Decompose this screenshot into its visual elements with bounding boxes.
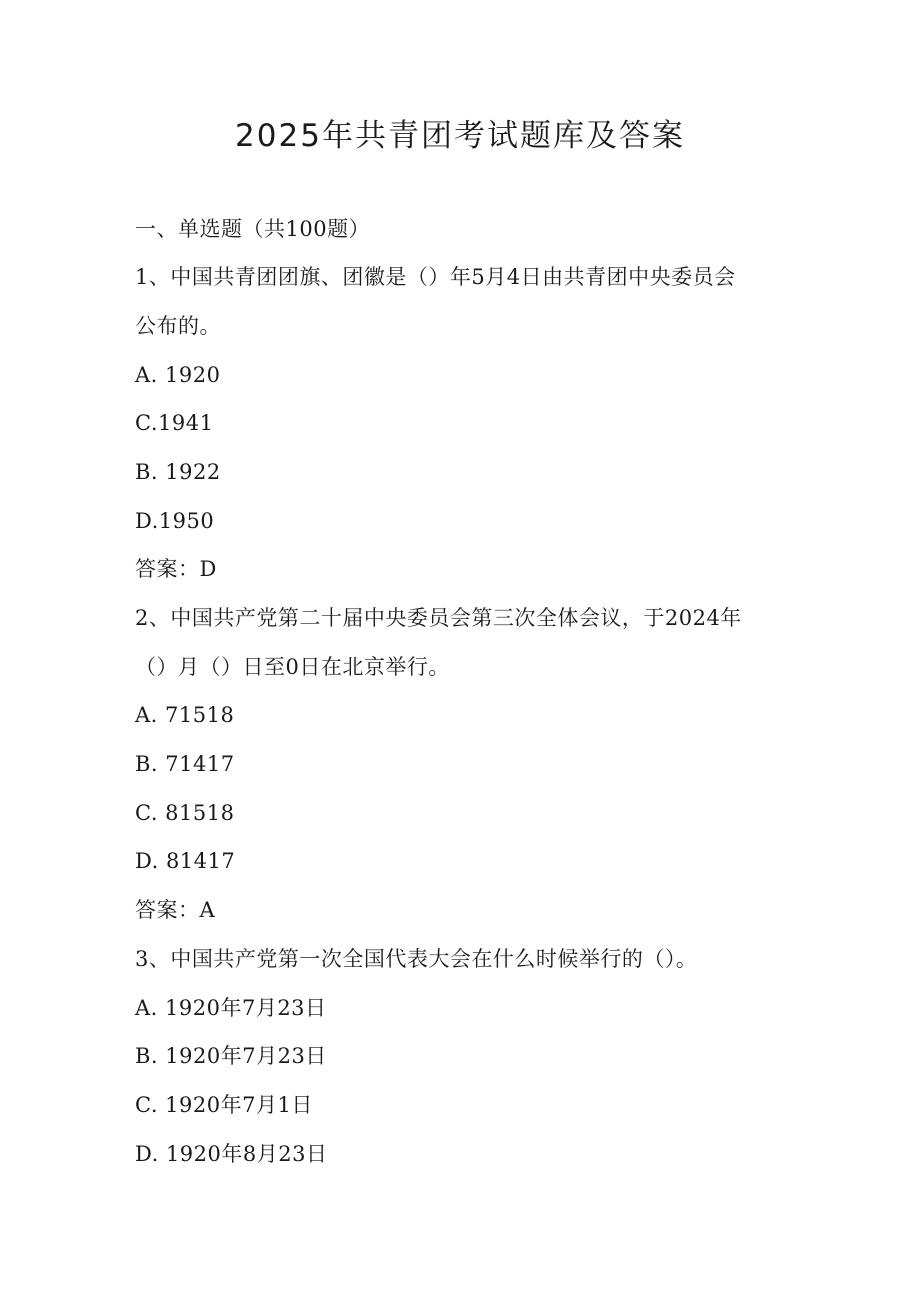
question-2-option-4: D. 81417 [135, 849, 236, 873]
question-2-answer: 答案：A [135, 898, 216, 922]
question-3-option-3: C. 1920年7月1日 [135, 1093, 313, 1117]
question-1-option-4: D.1950 [135, 509, 215, 533]
question-2-option-1: A. 71518 [135, 703, 235, 727]
question-3-stem-line1: 3、中国共产党第一次全国代表大会在什么时候举行的（）。 [135, 947, 698, 971]
question-2-stem-line1: 2、中国共产党第二十届中央委员会第三次全体会议，于2024年 [135, 606, 742, 630]
question-1-stem-line1: 1、中国共青团团旗、团徽是（）年5月4日由共青团中央委员会 [135, 265, 736, 289]
question-3-option-1: A. 1920年7月23日 [135, 996, 327, 1020]
document-title: 2025年共青团考试题库及答案 [235, 118, 685, 154]
question-1-option-3: B. 1922 [135, 460, 221, 484]
section-heading: 一、单选题（共100题） [135, 217, 371, 241]
question-2-option-2: B. 71417 [135, 752, 235, 776]
question-2-stem-line2: （）月（）日至0日在北京举行。 [135, 655, 450, 679]
question-1-answer: 答案：D [135, 557, 217, 581]
question-3-option-2: B. 1920年7月23日 [135, 1044, 327, 1068]
question-1-option-2: C.1941 [135, 411, 214, 435]
question-1-stem-line2: 公布的。 [135, 314, 221, 338]
question-1-option-1: A. 1920 [135, 363, 221, 387]
question-2-option-3: C. 81518 [135, 801, 235, 825]
question-3-option-4: D. 1920年8月23日 [135, 1142, 328, 1166]
